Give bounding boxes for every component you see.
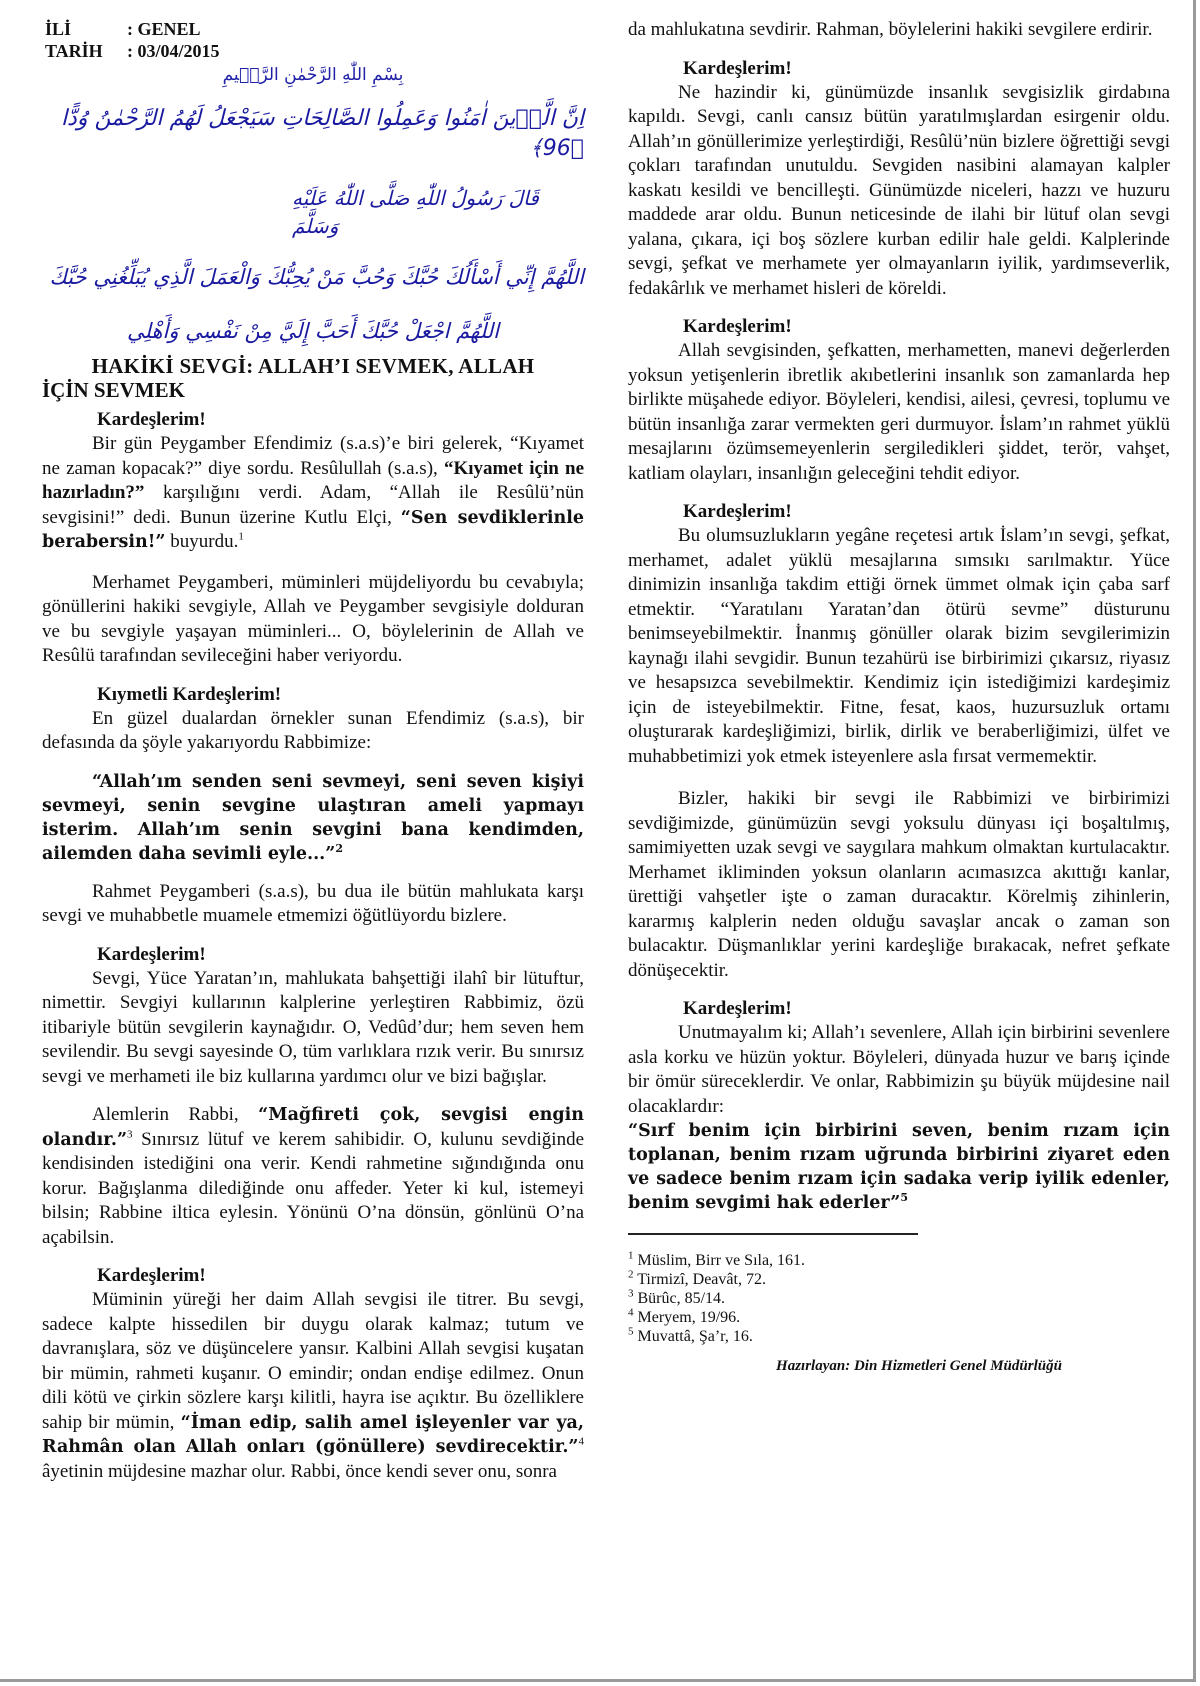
tarih-label: TARİH xyxy=(45,41,103,61)
left-column xyxy=(42,60,584,1484)
paragraph-r4: Bizler, hakiki bir sevgi ile Rabbimizi ve birbirimizi sevdiğimizde, günümüzün sevgi yoksulu dünyası içi boşaltılmış, samimiyetten uzak sevgi ve saygılara mahkum olmaktan kurtulacaktır. Merhamet ikliminden yoksun olanların acımasızca akıttığı kanlar, ürettiği vahşetler işte o zaman duracaktır. Körelmiş zihinlerin, kararmış kalplerin neden olduğu savaşlar ancak o zaman son bulacaktır. Düşmanlıklar yerini kardeşliğe bırakacak, nefret şefkate dönüşecektir. xyxy=(628,788,1170,981)
paragraph-2: Merhamet Peygamberi, müminleri müjdeliyordu bu cevabıyla; gönüllerini hakiki sevgiyle, Allah ve Peygamber sevgisiyle dolduran ve bu sevgiyle yaşayan müminleri... O, böylelerinin de Allah ve Resûlü tarafından sevileceğini haber veriyordu. xyxy=(42,571,584,666)
paragraph-5: Sevgi, Yüce Yaratan’ın, mahlukata bahşettiği ilahî bir lütuftur, nimettir. Sevgiyi kullarının kalplerine yerleştiren Rabbimiz, özü itibariyle bütün sevgilerin kaynağıdır. O, Vedûd’dur; hem seven hem sevilendir. Bu sevgi sayesinde O, tüm varlıklara rızık verir. Bu sınırsız sevgi ve merhameti ile biz kullarına yardımcı olur ve bizi bağışlar. xyxy=(42,967,584,1087)
footnote-item: $^1$ Müslim, Birr ve Sıla, 161. xyxy=(628,1249,806,1269)
arabic-verse: اِنَّ الَّذ۪ينَ اٰمَنُوا وَعَمِلُوا الصَّالِحَاتِ سَيَجْعَلُ لَهُمُ الرَّحْمٰنُ وُدًّا ﴿96﴾ xyxy=(60,106,584,161)
paragraph-continued: da mahlukatına sevdirir. Rahman, böylelerini hakiki sevgilere erdirir. xyxy=(628,19,1153,40)
footnote-item: $^3$ Bürûc, 85/14. xyxy=(628,1287,726,1307)
hadith-quote: “Sırf benim için birbirini seven, benim rızam için toplanan, benim rızam uğrunda birbirini ziyaret eden ve sadece benim rızam için sadaka verip iyilik edenler, benim sevgimi hak ederler”$^5$ xyxy=(628,1121,1170,1213)
paragraph-r1: Ne hazindir ki, günümüzde insanlık sevgisizlik girdabına kapıldı. Sevgi, canlı cansız bütün yaratılmışlardan esirgenir oldu. Allah’ın gönüllerimize yerleştirdiği, Resûlü’nün bizlere öğrettiği sevgi çokları tarafından unutuldu. Sevgiden nasibini alamayan kalpler kaskatı kesildi ve bencilleşti. Günümüzde niceleri, hazzı ve huzuru maddede arar oldu. Bunun neticesinde de ilahi bir lütuf olan sevgi yalana, çıkara, içi boş sözlere kurban edilir hale geldi. Kalplerinde sevgi, şefkat ve merhamete yer olmayanların iyilik, yardımseverlik, fedakârlık ve merhamet hisleri de köreldi. xyxy=(628,81,1170,299)
subheading: Kardeşlerim! xyxy=(97,409,206,430)
subheading: Kardeşlerim! xyxy=(683,501,792,522)
paragraph-3: En güzel dualardan örnekler sunan Efendimiz (s.a.s), bir defasında da şöyle yakarıyordu Rabbimize: xyxy=(42,707,584,753)
footnote-ref: 5 xyxy=(900,1191,909,1205)
document-header xyxy=(45,18,220,62)
paragraph-r5: Unutmayalım ki; Allah’ı sevenlere, Allah için birbirini sevenlere asla korku ve hüzün yoktur. Böyleleri, dünyada huzur ve barış içinde bir ömür süreceklerdir. Ve onlar, Rabbimizin şu büyük müjdesine nail olacaklardır: xyxy=(628,1022,1170,1117)
prepared-by-signature: Hazırlayan: Din Hizmetleri Genel Müdürlüğü xyxy=(776,1358,1062,1374)
il-label: İLİ xyxy=(45,19,72,39)
footnote-ref: 1 xyxy=(238,530,244,543)
right-column xyxy=(628,18,1170,1375)
subheading: Kardeşlerim! xyxy=(683,998,792,1019)
footnote-ref: 3 xyxy=(127,1128,133,1141)
sermon-title-line-2: İÇİN SEVMEK xyxy=(42,378,185,402)
footnote-divider xyxy=(628,1233,918,1235)
paragraph-r2: Allah sevgisinden, şefkatten, merhametten, manevi değerlerden yoksun yetişenlerin ibretlik akıbetlerini insanlık son zamanlarda hep birlikte müşahede ediyor. Böyleleri, kendisi, ailesi, çevresi, toplumu ve bütün insanlığa zarar vermekten geri durmuyor. İslam’ın rahmet yüklü mesajlarını özümsemeyenlerin sergiledikleri şiddet, terör, vahşet, katliam olayları, insanlığın geleceğini tehdit ediyor. xyxy=(628,340,1170,484)
footnote-ref: 4 xyxy=(578,1435,584,1448)
footnote-item: $^5$ Muvattâ, Şa’r, 16. xyxy=(628,1325,753,1345)
basmala-calligraphy: بِسْمِ اللّٰهِ الرَّحْمٰنِ الرَّح۪يمِ xyxy=(222,65,404,85)
il-value: : GENEL xyxy=(127,19,201,39)
footnote-ref: 2 xyxy=(335,841,343,855)
arabic-dua-1: اللَّهُمَّ إِنِّي أَسْأَلُكَ حُبَّكَ وَحُبَّ مَنْ يُحِبُّكَ وَالْعَمَلَ الَّذِي يُبَلِّغُنِي حُبَّكَ xyxy=(49,265,584,289)
il-row xyxy=(45,18,220,40)
sermon-title-line-1: HAKİKİ SEVGİ: ALLAH’I SEVMEK, ALLAH xyxy=(91,354,535,378)
tarih-row xyxy=(45,40,220,62)
footnotes xyxy=(628,1251,1170,1346)
paragraph-7: Müminin yüreği her daim Allah sevgisi ile titrer. Bu sevgi, sadece kalpte hissedilen bir duygu olarak kalmaz; tutum ve davranışlara, söz ve düşüncelere yansır. Kalbini Allah sevgisi kuşatan bir mümin, rahmeti kuşanır. O emindir; ondan endişe edilmez. Onun dili kötü ve çirkin sözlere karşı kilitli, hayra ise açıktır. Bu özelliklere sahip bir mümin, “İman edip, salih amel işleyenler var ya, Rahmân olan Allah onları (gönüllere) sevdirecektir.”$^4$ âyetinin müjdesine mazhar olur. Rabbi, önce kendi sever onu, sonra xyxy=(42,1289,584,1482)
subheading: Kardeşlerim! xyxy=(97,943,206,965)
subheading-kiymetli: Kıymetli Kardeşlerim! xyxy=(97,683,282,705)
footnote-item: $^4$ Meryem, 19/96. xyxy=(628,1306,741,1326)
tarih-value: : 03/04/2015 xyxy=(127,41,220,61)
dua-quote: “Allah’ım senden seni sevmeyi, seni seven kişiyi sevmeyi, senin sevgine ulaştıran ameli yapmayı isterim. Allah’ım senin sevgini bana kendimden, ailemden daha sevimli eyle...”$^2$ xyxy=(42,771,584,864)
subheading: Kardeşlerim! xyxy=(683,316,792,337)
subheading: Kardeşlerim! xyxy=(97,1265,206,1286)
paragraph-1: Bir gün Peygamber Efendimiz (s.a.s)’e biri gelerek, “Kıyamet ne zaman kopacak?” diye sordu. Resûlullah (s.a.s), “Kıyamet için ne hazırladın?” karşılığını verdi. Adam, “Allah ile Resûlü’nün sevgisini!” dedi. Bunun üzerine Kutlu Elçi, “Sen sevdiklerinle berabersin!” buyurdu.$^1$ xyxy=(42,433,584,552)
arabic-dua-2: اللَّهُمَّ اجْعَلْ حُبَّكَ أَحَبَّ إِلَيَّ مِنْ نَفْسِي وَأَهْلِي xyxy=(126,319,500,343)
paragraph-4: Rahmet Peygamberi (s.a.s), bu dua ile bütün mahlukata karşı sevgi ve muhabbetle muamele etmemizi öğütlüyordu bizlere. xyxy=(42,880,584,926)
footnote-item: $^2$ Tirmizî, Deavât, 72. xyxy=(628,1268,766,1288)
subheading: Kardeşlerim! xyxy=(683,57,792,79)
paragraph-6: Alemlerin Rabbi, “Mağfireti çok, sevgisi engin olandır.”$^3$ Sınırsız lütuf ve kerem sahibidir. O, kulunu sevdiğinde kendisinden istediğini ona verir. Kendi rahmetine sığındığında onu korur. Bağışlanma dilediğinde onu affeder. Yeter ki kul, istemeyi bilsin; Rabbine iltica eylesin. Yönünü O’na dönsün, gönlünü O’na açabilsin. xyxy=(42,1104,584,1248)
paragraph-r3: Bu olumsuzlukların yegâne reçetesi artık İslam’ın sevgi, şefkat, merhamet, adalet yüklü mesajlarına sımsıkı sarılmaktır. Yüce dinimizin insanlığa takdim ettiği örnek ümmet olmak için çaba sarf etmektir. “Yaratılanı Yaratan’dan ötürü sevme” düsturunu benimseyebilmektir. İnanmış gönüller olarak bizim sevgilerimizin kaynağı ilahi sevgidir. Bunun tezahürü ise birbirimizi çıkarsız, riyasız ve hesapsızca sevebilmektir. Kendimiz için istediğimizi kardeşimiz için de isteyebilmektir. Fitne, fesat, kaos, huzursuzluk ortamı oluşturarak kardeşliğimizi, birlik, dirlik ve beraberliğimizi, ülfet ve muhabbetimizi yok etmek isteyenlere asla fırsat vermemektir. xyxy=(628,525,1170,767)
arabic-hadith-intro: قَالَ رَسُولُ اللّٰهِ صَلَّى اللّٰهُ عَلَيْهِ وَسَلَّمَ xyxy=(292,186,539,238)
